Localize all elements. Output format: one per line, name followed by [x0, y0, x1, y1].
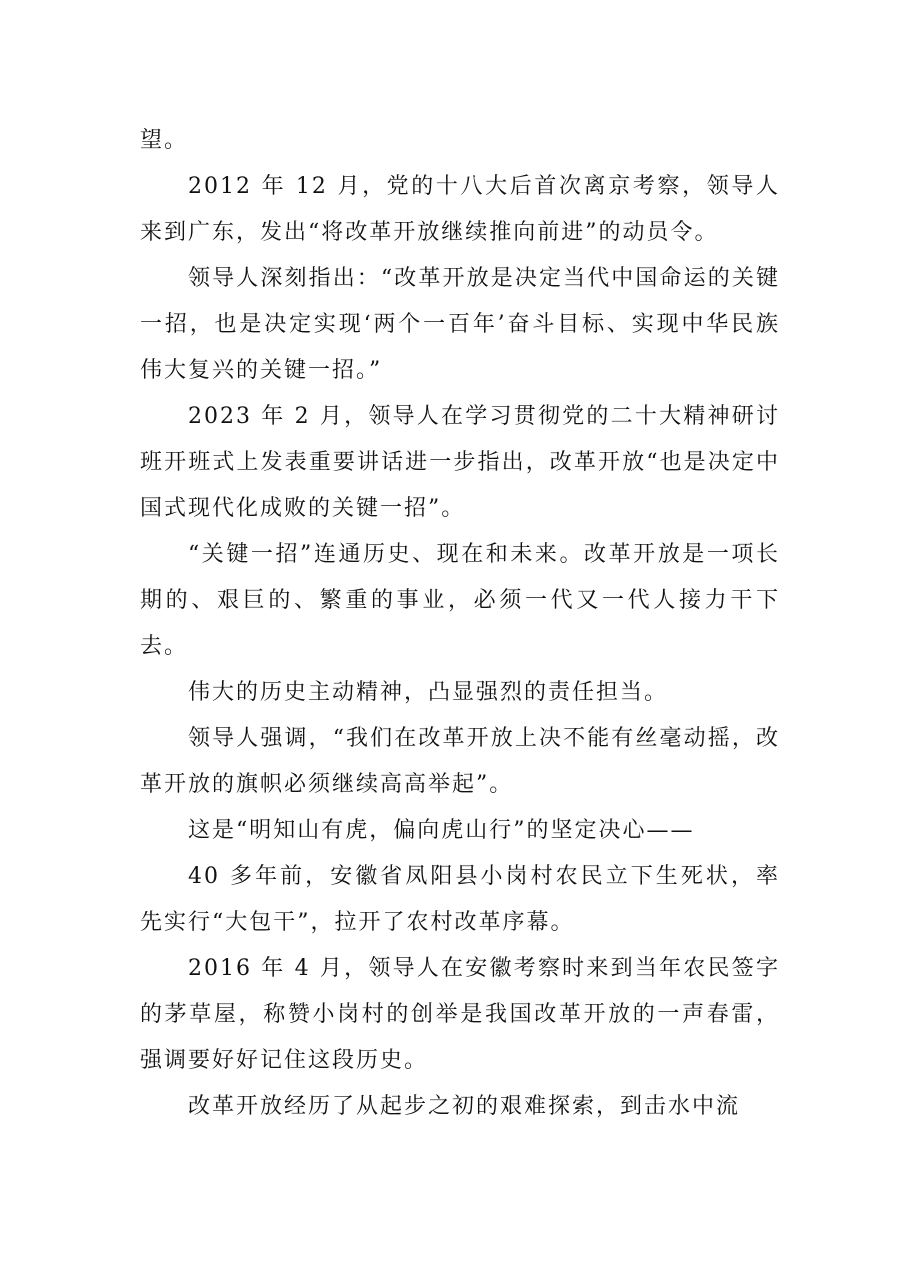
paragraph: 这是“明知山有虎，偏向虎山行”的坚定决心—— [188, 818, 695, 843]
document-body [140, 118, 780, 1130]
paragraph: 伟大的历史主动精神，凸显强烈的责任担当。 [188, 680, 669, 705]
paragraph: 2023 年 2 月，领导人在学习贯彻党的二十大精神研讨班开班式上发表重要讲话进一步指出，改革开放“也是决定中国式现代化成败的关键一招”。 [140, 404, 780, 521]
paragraph-continuation: 望。 [140, 128, 189, 153]
paragraph: 改革开放经历了从起步之初的艰难探索，到击水中流 [188, 1094, 741, 1119]
paragraph: 2016 年 4 月，领导人在安徽考察时来到当年农民签字的茅草屋，称赞小岗村的创举是我国改革开放的一声春雷，强调要好好记住这段历史。 [140, 956, 780, 1073]
paragraph: 40 多年前，安徽省凤阳县小岗村农民立下生死状，率先实行“大包干”，拉开了农村改革序幕。 [140, 864, 780, 935]
paragraph: 领导人深刻指出：“改革开放是决定当代中国命运的关键一招，也是决定实现‘两个一百年’奋斗目标、实现中华民族伟大复兴的关键一招。” [140, 266, 780, 383]
paragraph: 2012 年 12 月，党的十八大后首次离京考察，领导人来到广东，发出“将改革开放继续推向前进”的动员令。 [140, 174, 780, 245]
paragraph: “关键一招”连通历史、现在和未来。改革开放是一项长期的、艰巨的、繁重的事业，必须一代又一代人接力干下去。 [140, 542, 780, 659]
paragraph: 领导人强调，“我们在改革开放上决不能有丝毫动摇，改革开放的旗帜必须继续高高举起”。 [140, 726, 780, 797]
